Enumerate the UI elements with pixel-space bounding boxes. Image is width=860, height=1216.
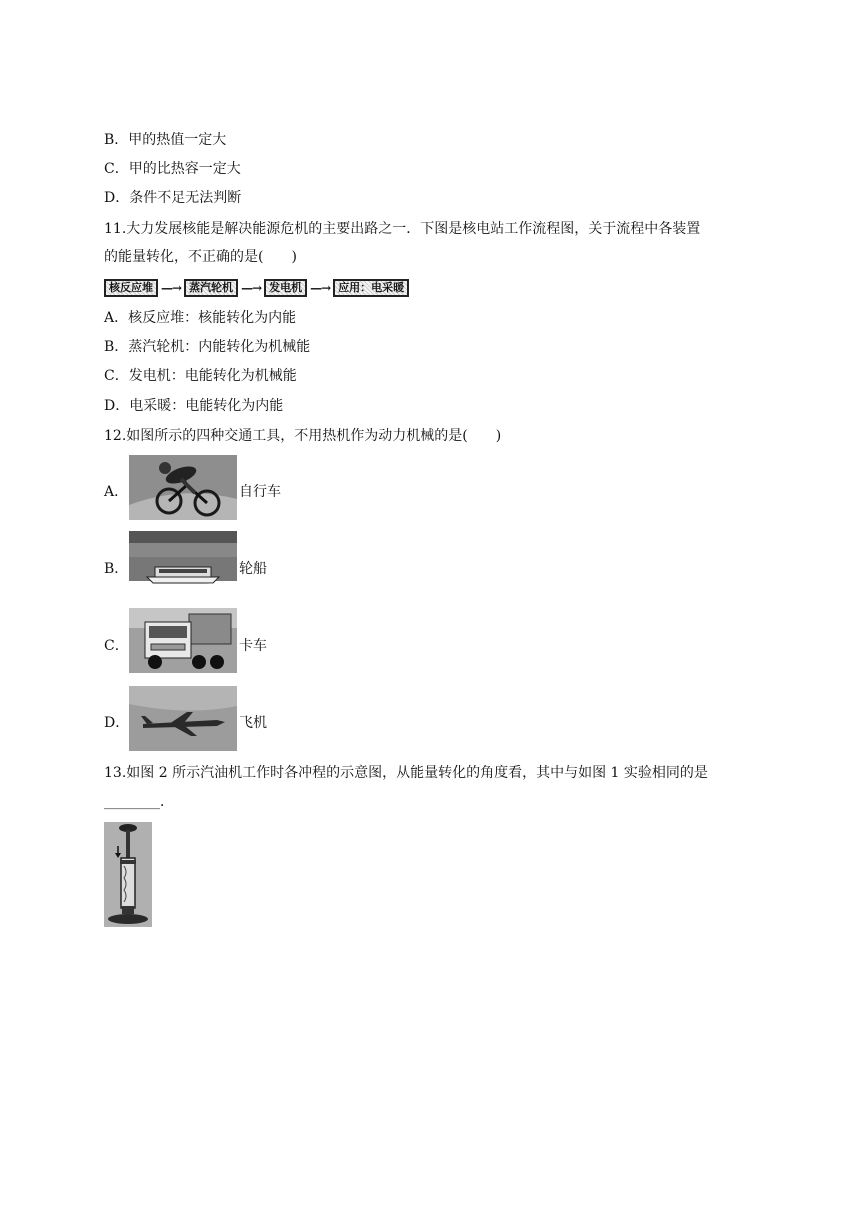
q11-option-a: A．核反应堆：核能转化为内能 xyxy=(104,310,297,326)
q12-option-d-caption: 飞机 xyxy=(239,715,267,731)
boat-photo xyxy=(129,531,237,596)
q11-stem-line1: 11.大力发展核能是解决能源危机的主要出路之一．下图是核电站工作流程图，关于流程中各装置 xyxy=(104,221,701,237)
q12-option-b-caption: 轮船 xyxy=(239,561,267,577)
q12-stem: 12.如图所示的四种交通工具，不用热机作为动力机械的是( ) xyxy=(104,428,502,444)
flow-box-heating: 应用：电采暖 xyxy=(333,279,409,297)
flow-arrow: —→ xyxy=(241,281,262,295)
q12-option-b-letter: B． xyxy=(104,561,129,577)
option-c-prev: C．甲的比热容一定大 xyxy=(104,161,241,177)
q11-option-d: D．电采暖：电能转化为内能 xyxy=(104,398,284,414)
flow-arrow: —→ xyxy=(310,281,331,295)
cyclist-photo xyxy=(129,455,237,520)
q12-option-c-caption: 卡车 xyxy=(239,638,267,654)
flow-box-reactor: 核反应堆 xyxy=(104,279,158,297)
q12-option-a-letter: A． xyxy=(104,484,129,500)
option-d-prev: D．条件不足无法判断 xyxy=(104,190,242,206)
truck-photo xyxy=(129,608,237,673)
q11-flowchart xyxy=(104,279,409,297)
q12-option-a-caption: 自行车 xyxy=(239,484,281,500)
q13-stem-line1: 13.如图 2 所示汽油机工作时各冲程的示意图，从能量转化的角度看，其中与如图 1 实验相同的是 xyxy=(104,765,708,781)
flow-box-generator: 发电机 xyxy=(264,279,307,297)
q11-option-b: B．蒸汽轮机：内能转化为机械能 xyxy=(104,339,311,355)
q12-option-d-letter: D． xyxy=(104,715,130,731)
q13-stem-line2: ________． xyxy=(104,794,174,810)
flow-box-turbine: 蒸汽轮机 xyxy=(184,279,238,297)
q11-option-c: C．发电机：电能转化为机械能 xyxy=(104,368,297,384)
q11-stem-line2: 的能量转化，不正确的是( ) xyxy=(104,249,297,265)
flow-arrow: —→ xyxy=(161,281,182,295)
q12-option-c-letter: C． xyxy=(104,638,129,654)
airplane-photo xyxy=(129,686,237,751)
air-compression-apparatus-figure xyxy=(104,822,152,927)
option-b-prev: B．甲的热值一定大 xyxy=(104,132,227,148)
